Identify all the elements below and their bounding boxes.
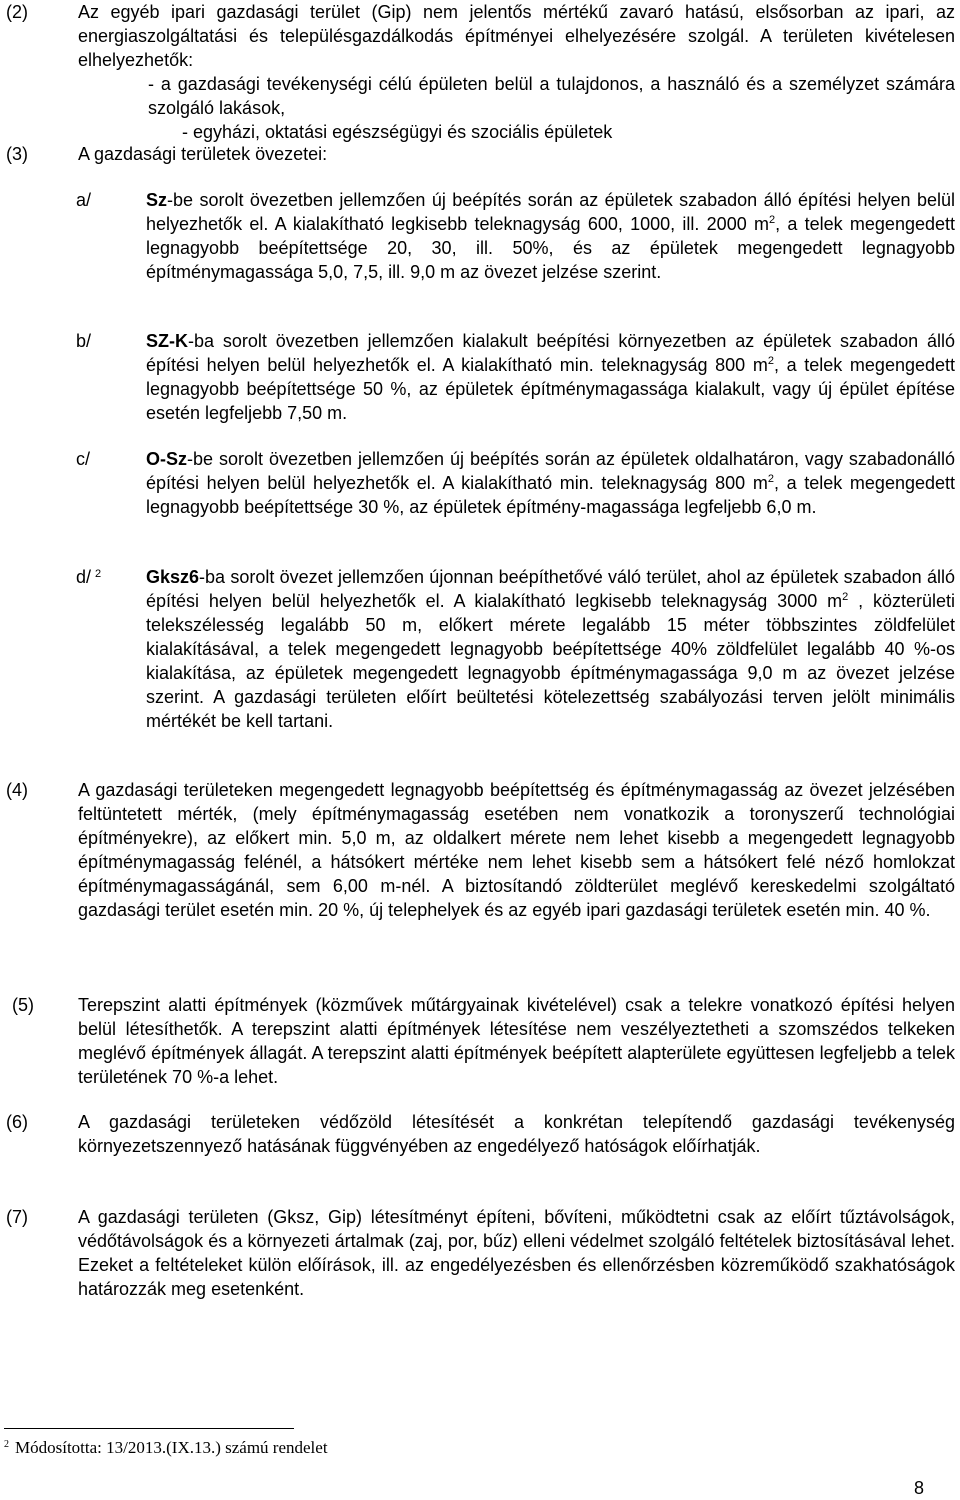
paragraph-text — [78, 0, 955, 144]
item-text: SZ-K-ba sorolt övezetben jellemzően kialakult beépítési környezetben az épületek szabadon álló építési helyen belül helyezhetők el. A kialakítható min. teleknagyság 800 $m^2$, a telek megengedett legnagyobb beépítettsége 50 %, az épületek építménymagassága kialakult, vagy új épület építése esetén legfeljebb 7,50 m. — [146, 331, 956, 423]
item-text: Gksz6-ba sorolt övezet jellemzően újonnan beépíthetővé váló terület, ahol az épületek szabadon álló építési helyen belül helyezhetők el. A kialakítható legkisebb teleknagyság 3000 $m^2$ , közterületi telekszélesség legalább 50 m, előkert mérete legalább 15 méter többszintes zöldfelület kialakításával, a telek megengedett legnagyobb beépítettsége 40% zöldfelület legalább 40 %-os kialakítása, az épületek megengedett legnagyobb építménymagassága 9,0 m az övezet jelzése szerint. A gazdasági területen előírt beültetési kötelezettség szabályozási terven jelölt minimális mértékét be kell tartani. — [146, 567, 955, 731]
footnote — [4, 1437, 328, 1459]
item-label: b/ — [76, 331, 92, 351]
paragraph-text: A gazdasági területeken védőzöld létesítését a konkrétan telepítendő gazdasági tevékenység környezetszennyező hatásának függvényében az engedélyező hatóságok előírhatják. — [78, 1112, 955, 1156]
footnote-text: Módosította: 13/2013.(IX.13.) számú rendelet — [15, 1438, 328, 1457]
paragraph-text: A gazdasági területen (Gksz, Gip) létesítményt építeni, bővíteni, működtetni csak az előírt tűztávolságok, védőtávolságok és a környezeti ártalmak (zaj, por, bűz) elleni védelmet szolgáló feltételek biztosításával lehet. Ezeket a feltételeket külön előírások, ill. az engedélyezésben és ellenőrzésben közreműködő szakhatóságok határozzák meg esetenként. — [78, 1207, 955, 1299]
zone-code: O-Sz — [146, 449, 188, 469]
footnote-ref: 2 — [95, 568, 102, 580]
item-label: c/ — [76, 449, 91, 469]
item-label: a/ — [76, 190, 92, 210]
paragraph-number: (6) — [6, 1112, 28, 1132]
list-item: - a gazdasági tevékenységi célú épületen belül a tulajdonos, a használó és a személyzet számára szolgáló lakások, — [148, 74, 955, 118]
footnote-mark: 2 — [4, 1439, 9, 1450]
item-label: d/ $^2$ — [76, 567, 102, 587]
item-text: Sz-be sorolt övezetben jellemzően új beépítés során az épületek szabadon álló építési helyen belül helyezhetők el. A kialakítható legkisebb teleknagyság 600, 1000, ill. 2000 $m^2$, a telek megengedett legnagyobb beépítettsége 20, 30, ill. 50%, és az épületek megengedett legnagyobb építménymagassága 5,0, 7,5, ill. 9,0 m az övezet jelzése szerint. — [146, 190, 955, 282]
paragraph-number: (4) — [6, 780, 28, 800]
paragraph-text: A gazdasági területeken megengedett legnagyobb beépítettség és építménymagasság az övezet jelzésében feltüntetett mérték, (mely építménymagasság esetében nem vonatkozik a toronyszerű technológiai építményekre), az előkert min. 5,0 m, az oldalkert mérete nem lehet kisebb a megengedett legnagyobb építménymagasság felénél, a hátsókert mértéke nem lehet kisebb sem a hátsókert felé néző homlokzat építménymagasságánál, sem 6,00 m-nél. A biztosítandó zöldterület meglévő kereskedelmi szolgáltató gazdasági terület esetén min. 20 %, új telephelyek és az egyéb ipari gazdasági területek esetén min. 40 %. — [78, 780, 955, 920]
paragraph-number: (3) — [6, 144, 28, 164]
paragraph-number: (2) — [6, 2, 28, 22]
paragraph-text: Terepszint alatti építmények (közművek műtárgyainak kivételével) csak a telekre vonatkozó építési helyen belül létesíthetők. A terepszint alatti építmények létesítése nem veszélyeztetheti a szomszédos telkeken meglévő építmények állagát. A terepszint alatti építmények beépített alapterülete együttesen legfeljebb a telek területének 70 %-a lehet. — [78, 995, 955, 1087]
paragraph-intro: Az egyéb ipari gazdasági terület (Gip) nem jelentős mértékű zavaró hatású, elsősorban az ipari, az energiaszolgáltatási és településgazdálkodás építményei elhelyezésére szolgál. A területen kivételesen elhelyezhetők: — [78, 2, 955, 70]
page-number: 8 — [913, 1478, 924, 1498]
paragraph-text: A gazdasági területek övezetei: — [78, 144, 328, 164]
zone-code: SZ-K — [146, 331, 188, 351]
zone-code: Sz — [146, 190, 168, 210]
paragraph-number: (7) — [6, 1207, 28, 1227]
item-text: O-Sz-be sorolt övezetben jellemzően új beépítés során az épületek oldalhatáron, vagy szabadonálló építési helyen belül helyezhetők el. A kialakítható min. teleknagyság 800 $m^2$, a telek megengedett legnagyobb beépítettsége 30 %, az épületek építmény-magassága legfeljebb 6,0 m. — [146, 449, 956, 517]
list-item: - egyházi, oktatási egészségügyi és szociális épületek — [182, 122, 613, 142]
zone-code: Gksz6 — [146, 567, 200, 587]
paragraph-number: (5) — [12, 995, 34, 1015]
footnote-divider — [4, 1428, 294, 1429]
